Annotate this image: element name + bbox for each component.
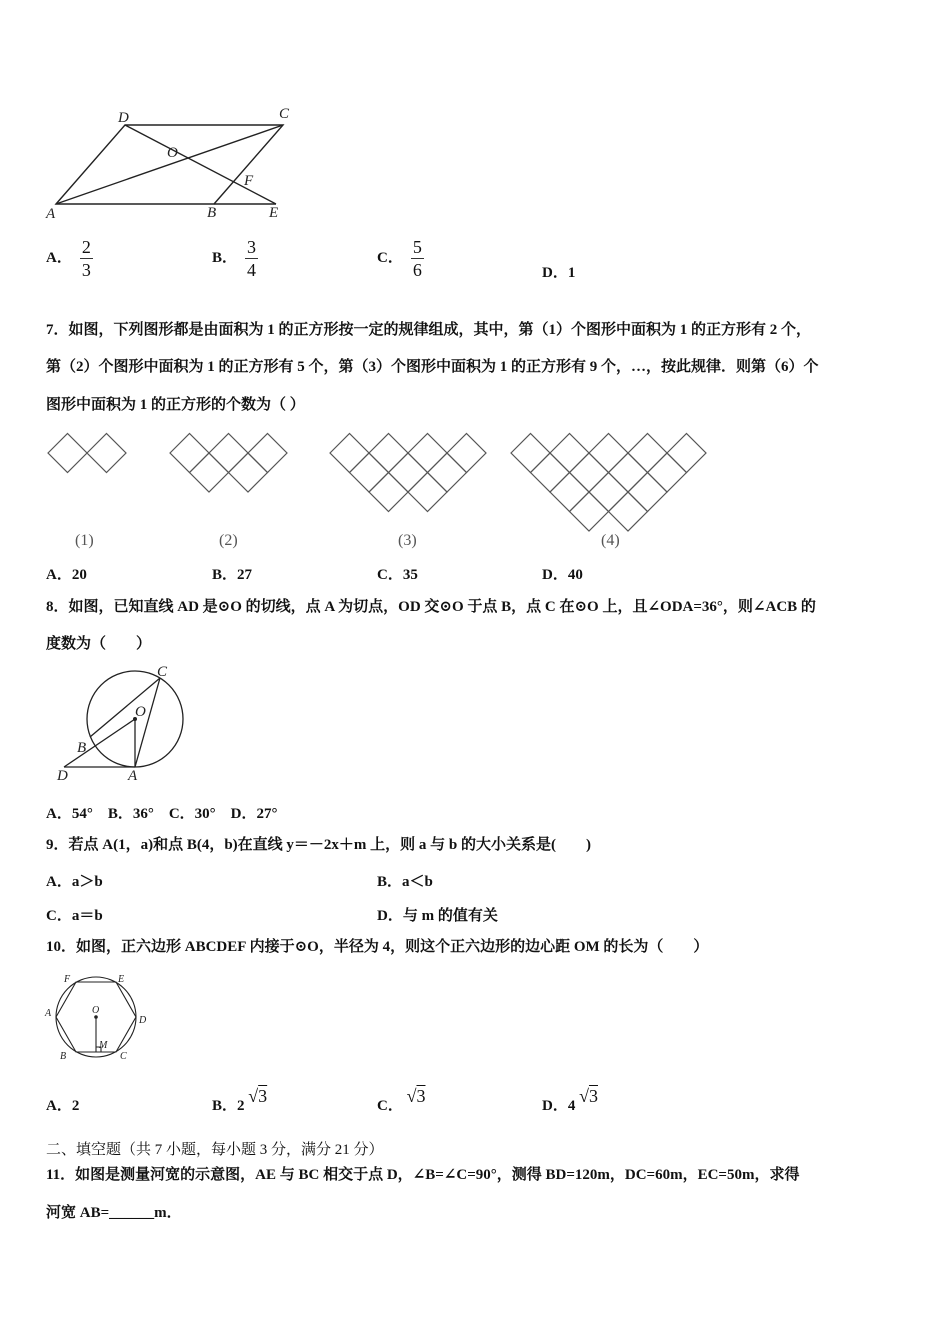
option-value: 1	[567, 265, 576, 281]
unit-square	[330, 434, 369, 473]
unit-square	[447, 434, 486, 473]
q7-option-d[interactable]: D．40	[542, 567, 583, 583]
label-b: B	[207, 205, 217, 221]
label-o: O	[135, 704, 146, 720]
unit-square	[170, 434, 209, 473]
unit-square	[369, 473, 408, 512]
label-d: D	[139, 1015, 147, 1026]
q7-caption-1: (1)	[75, 532, 94, 549]
section-2-heading: 二、填空题（共 7 小题，每小题 3 分，满分 21 分）	[46, 1142, 384, 1158]
q9-option-d[interactable]: D．与 m 的值有关	[377, 908, 498, 924]
q8-options[interactable]: A．54° B．36° C．30° D．27°	[46, 806, 278, 822]
label-a: A	[128, 768, 138, 784]
numerator: 5	[412, 237, 422, 257]
q7-line-3: 图形中面积为 1 的正方形的个数为（ ）	[46, 397, 305, 413]
option-letter: D．	[542, 1098, 568, 1114]
label-o: O	[167, 145, 178, 161]
radicand: 3	[416, 1086, 426, 1106]
pattern-1	[48, 434, 126, 473]
label-d: D	[118, 110, 129, 126]
label-f: F	[244, 173, 254, 189]
unit-square	[350, 453, 389, 492]
q7-line-2: 第（2）个图形中面积为 1 的正方形有 5 个，第（3）个图形中面积为 1 的正方形有 9 个，…，按此规律．则第（6）个	[46, 359, 819, 375]
radicand: 3	[588, 1086, 598, 1106]
denominator: 4	[247, 260, 257, 280]
unit-square	[628, 434, 667, 473]
line-ca	[135, 678, 160, 767]
q10-stem: 10．如图，正六边形 ABCDEF 内接于⊙O，半径为 4，则这个正六边形的边心距 OM 的长为（ ）	[46, 939, 709, 955]
q9-option-c[interactable]: C．a＝b	[46, 908, 103, 924]
option-letter: A．	[46, 1098, 72, 1114]
q7-caption-3: (3)	[398, 532, 417, 549]
unit-square	[648, 453, 687, 492]
line-bc	[90, 678, 160, 737]
unit-square	[589, 473, 628, 512]
q6-parallelogram-figure	[40, 100, 310, 225]
q7-option-b[interactable]: B．27	[212, 567, 253, 583]
unit-square	[209, 434, 248, 473]
fraction	[80, 236, 93, 281]
line-do	[64, 719, 135, 767]
pattern-3	[330, 434, 486, 512]
label-c: C	[157, 664, 168, 680]
unit-square	[190, 453, 229, 492]
unit-square	[408, 473, 447, 512]
denominator: 6	[412, 260, 422, 280]
q8-circle-tangent-figure	[50, 660, 195, 785]
unit-square	[48, 434, 87, 473]
label-c: C	[279, 106, 290, 122]
q10-hexagon-figure	[40, 970, 160, 1065]
coefficient: 2	[237, 1098, 245, 1114]
label-o: O	[92, 1005, 100, 1016]
q9-option-a[interactable]: A．a＞b	[46, 874, 103, 890]
label-e: E	[118, 974, 125, 985]
label-m: M	[99, 1040, 108, 1051]
fraction	[245, 236, 258, 281]
sqrt-icon: √3	[579, 1086, 598, 1106]
label-a: A	[45, 1008, 52, 1019]
unit-square	[550, 473, 589, 512]
unit-square	[570, 453, 609, 492]
q7-caption-4: (4)	[601, 532, 620, 549]
option-value: 2	[71, 1098, 80, 1114]
label-b: B	[77, 740, 87, 756]
unit-square	[87, 434, 126, 473]
pattern-2	[170, 434, 287, 493]
label-e: E	[269, 205, 279, 221]
q10-option-d[interactable]	[542, 1086, 598, 1115]
option-letter: A．	[46, 249, 72, 266]
unit-square	[589, 434, 628, 473]
pattern-4	[511, 434, 706, 532]
coefficient: 4	[567, 1098, 576, 1114]
unit-square	[428, 453, 467, 492]
label-c: C	[120, 1051, 127, 1062]
unit-square	[369, 434, 408, 473]
unit-square	[531, 453, 570, 492]
option-letter: B．	[212, 249, 238, 266]
unit-square	[667, 434, 706, 473]
q10-option-c[interactable]	[377, 1086, 426, 1115]
q7-line-1: 7．如图，下列图形都是由面积为 1 的正方形按一定的规律组成，其中，第（1）个图形中面积为 1 的正方形有 2 个，	[46, 322, 812, 338]
q7-option-a[interactable]: A．20	[46, 567, 87, 583]
q6-option-c[interactable]	[377, 236, 424, 281]
unit-square	[609, 492, 648, 531]
unit-square	[550, 434, 589, 473]
unit-square	[628, 473, 667, 512]
label-a: A	[46, 206, 56, 222]
option-letter: B．	[212, 1098, 238, 1114]
q9-stem: 9．若点 A(1，a)和点 B(4，b)在直线 y＝－2x＋m 上，则 a 与 b 的大小关系是( )	[46, 837, 591, 853]
option-letter: C．	[377, 1098, 403, 1114]
option-letter: D．	[542, 265, 568, 281]
sqrt-icon: √3	[248, 1086, 268, 1106]
denominator: 3	[81, 260, 91, 280]
q9-option-b[interactable]: B．a＜b	[377, 874, 433, 890]
unit-square	[609, 453, 648, 492]
q6-option-d[interactable]	[542, 261, 575, 282]
q7-caption-2: (2)	[219, 532, 238, 549]
fraction	[411, 236, 424, 281]
q11-line-2: 河宽 AB=______m．	[46, 1205, 182, 1221]
option-letter: C．	[377, 249, 403, 266]
q11-line-1: 11．如图是测量河宽的示意图，AE 与 BC 相交于点 D，∠B=∠C=90°，测得 BD=120m，DC=60m，EC=50m，求得	[46, 1167, 800, 1183]
label-b: B	[60, 1051, 67, 1062]
q8-line-1: 8．如图，已知直线 AD 是⊙O 的切线，点 A 为切点，OD 交⊙O 于点 B，点 C 在⊙O 上，且∠ODA=36°，则∠ACB 的	[46, 599, 816, 615]
numerator: 2	[81, 237, 91, 257]
q8-line-2: 度数为（ ）	[46, 636, 152, 652]
line-de	[125, 125, 276, 204]
unit-square	[229, 453, 268, 492]
label-d: D	[57, 768, 68, 784]
q10-option-b[interactable]	[212, 1086, 268, 1115]
label-f: F	[64, 974, 71, 985]
unit-square	[389, 453, 428, 492]
unit-square	[408, 434, 447, 473]
unit-square	[570, 492, 609, 531]
q6-option-b[interactable]	[212, 236, 258, 281]
q7-option-c[interactable]: C．35	[377, 567, 418, 583]
q6-option-a[interactable]	[46, 236, 93, 281]
sqrt-icon: √3	[406, 1086, 426, 1106]
unit-square	[248, 434, 287, 473]
q10-option-a[interactable]	[46, 1094, 79, 1115]
numerator: 3	[247, 237, 257, 257]
radicand: 3	[258, 1086, 268, 1106]
unit-square	[511, 434, 550, 473]
